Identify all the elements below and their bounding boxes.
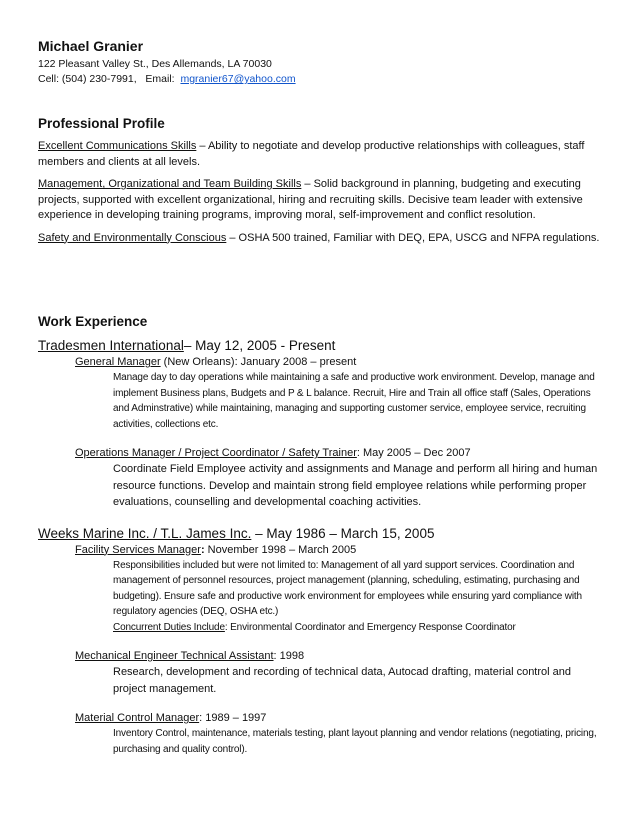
role-dates: November 1998 – March 2005 [204, 543, 357, 556]
work-section [38, 314, 600, 757]
role-description: Inventory Control, maintenance, materials testing, plant layout planning and vendor relations (negotiating, pricing, purchasing and quality control). [113, 728, 597, 755]
profile-item-label: Safety and Environmentally Conscious [38, 231, 227, 244]
profile-item [38, 177, 600, 224]
profile-item-text: – OSHA 500 trained, Familiar with DEQ, EPA, USCG and NFPA regulations. [226, 231, 600, 244]
role-dates: : May 2005 – Dec 2007 [356, 447, 471, 459]
address: 122 Pleasant Valley St., Des Allemands, LA 70030 [38, 58, 272, 70]
profile-item-text: – Solid background in planning, budgeting and executing projects, supported with excellent organizational, hiring and recruiting skills. Decisive team leader with extensive experience in developing training programs, improving moral, self-improvement and conflict resolution. [38, 178, 583, 221]
candidate-name: Michael Granier [38, 38, 144, 54]
profile-item [38, 231, 600, 247]
profile-heading: Professional Profile [38, 116, 165, 131]
contact-header [38, 38, 600, 87]
concurrent-duties-label: Concurrent Duties Include [113, 621, 225, 633]
job-role [38, 543, 600, 558]
job-role [38, 649, 600, 664]
profile-item-text: – Ability to negotiate and develop productive relationships with colleagues, staff members and clients at all levels. [38, 140, 585, 168]
company-dates: – May 1986 – March 15, 2005 [251, 525, 435, 541]
role-description: Coordinate Field Employee activity and assignments and Manage and perform all hiring and human resource functions. Develop and maintain strong field employee relations while performing proper evaluations, counselling and developmental coaching activities. [113, 463, 598, 508]
contact-line [38, 72, 600, 87]
job-role [38, 446, 600, 461]
profile-section [38, 116, 600, 246]
role-title: Operations Manager / Project Coordinator / Safety Trainer [75, 447, 357, 459]
company-heading [38, 525, 600, 543]
role-dates: (New Orleans): January 2008 – present [160, 356, 357, 368]
profile-item-label: Excellent Communications Skills [38, 140, 197, 152]
job-role [38, 355, 600, 370]
email-label: Email: [145, 73, 175, 85]
email-link[interactable]: mgranier67@yahoo.com [180, 73, 296, 85]
role-title: General Manager [75, 356, 161, 368]
company-name: Weeks Marine Inc. / T.L. James Inc. [38, 525, 252, 541]
role-description: Manage day to day operations while maintaining a safe and productive work environment. Develop, manage and implement Business plans, Budgets and P & L balance. Recruit, Hire and Train all office staff (Sales, Operations and Adminstrative) while maintaining, managing and supporting customer service, employee service, recruiting activities, collections etc. [113, 372, 595, 430]
role-description: Research, development and recording of technical data, Autocad drafting, material control and project management. [113, 666, 571, 695]
job-role [38, 711, 600, 726]
role-dates: : 1998 [273, 650, 305, 662]
concurrent-duties [38, 620, 600, 636]
work-heading: Work Experience [38, 314, 148, 329]
role-title: Material Control Manager [75, 712, 200, 724]
company-dates: – May 12, 2005 - Present [183, 338, 336, 353]
role-dates: : 1989 – 1997 [199, 712, 267, 724]
role-title: Facility Services Manager [75, 543, 201, 556]
role-description: Responsibilities included but were not limited to: Management of all yard support services. Coordination and management of personnel resources, project management (planning, scheduling, estimating, purchasing and budgeting). Ensure safe and productive work environment for employees while ensuring yard compliance with regulatory agencies (DEQ, OSHA etc.) [113, 559, 582, 617]
profile-item [38, 139, 600, 170]
company-heading [38, 337, 600, 355]
profile-item-label: Management, Organizational and Team Building Skills [38, 178, 302, 190]
role-colon: : [200, 543, 205, 556]
cell-phone: Cell: (504) 230-7991, [38, 73, 137, 85]
role-title: Mechanical Engineer Technical Assistant [75, 650, 274, 662]
company-name: Tradesmen International [38, 338, 184, 353]
concurrent-duties-text: : Environmental Coordinator and Emergency Response Coordinator [224, 621, 516, 633]
